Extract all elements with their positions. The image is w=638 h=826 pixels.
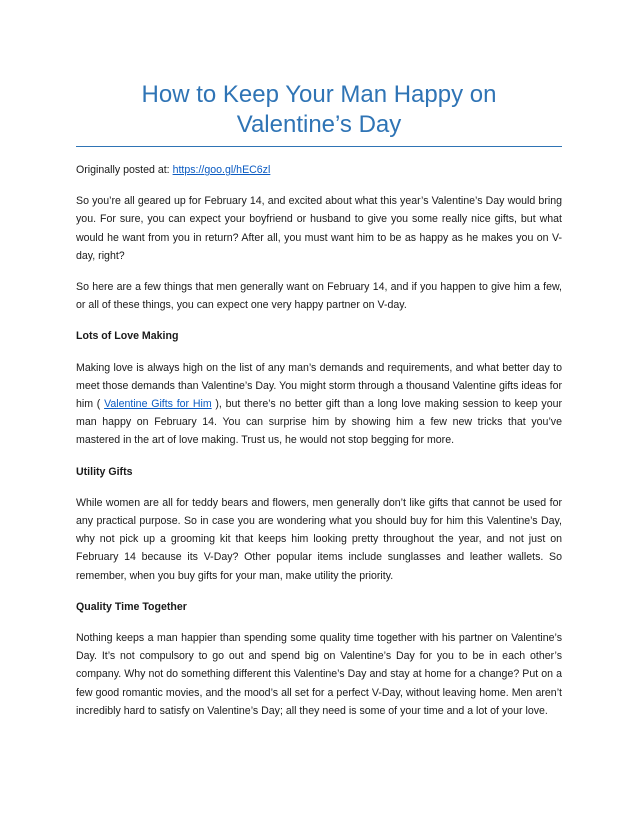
intro-paragraph-2: So here are a few things that men generally want on February 14, and if you happen to give him a few, or all of these things, you can expect one very happy partner on V-day. bbox=[76, 281, 562, 312]
section-paragraph-love bbox=[76, 359, 562, 450]
section-1-text-after: ), but there’s no better gift than a long love making session to keep your man happy on February 14. You can surprise him by showing him a few new tricks that you’ve mastered in the art of love making. Trust us, he would not stop begging for more. bbox=[76, 398, 563, 447]
posted-prefix: Originally posted at: bbox=[76, 164, 173, 176]
gifts-link[interactable]: Valentine Gifts for Him bbox=[104, 398, 212, 411]
title-line-2: Valentine’s Day bbox=[236, 111, 402, 138]
intro-paragraph-1: So you’re all geared up for February 14, and excited about what this year’s Valentine’s Day would bring you. For sure, you can expect your boyfriend or husband to give you some really nice gifts, but what would he want from you in return? After all, you must want him to be as happy as he makes you on V-day, right? bbox=[76, 195, 562, 262]
section-heading-love: Lots of Love Making bbox=[76, 330, 179, 343]
document-title bbox=[76, 80, 562, 140]
posted-line bbox=[76, 161, 562, 179]
section-paragraph-utility: While women are all for teddy bears and flowers, men generally don’t like gifts that cannot be used for any practical purpose. So in case you are wondering what you should buy for him this Valentine’s Day, why not pick up a grooming kit that keeps him looking pretty throughout the year, and not just on February 14 because its V-Day? Other popular items include sunglasses and leather wallets. So remember, when you buy gifts for your man, make utility the priority. bbox=[76, 496, 562, 582]
title-divider bbox=[76, 146, 562, 147]
section-1-text-before: Making love is always high on the list of any man’s demands and requirements, and what better day to meet those demands than Valentine’s Day. You might storm through a thousand Valentine gifts ideas for him ( bbox=[76, 361, 562, 411]
section-heading-quality-time: Quality Time Together bbox=[76, 600, 187, 613]
title-line-1: How to Keep Your Man Happy on bbox=[141, 81, 497, 108]
section-heading-utility: Utility Gifts bbox=[76, 465, 133, 478]
section-paragraph-quality-time: Nothing keeps a man happier than spending some quality time together with his partner on Valentine’s Day. It’s not compulsory to go out and spend big on Valentine’s Day for you to be in each other’s company. Why not do something different this Valentine’s Day and stay at home for a change? Put on a few good romantic movies, and the mood’s all set for a perfect V-Day, without leaving home. Men aren’t incredibly hard to satisfy on Valentine’s Day; all they need is some of your time and a lot of your love. bbox=[76, 632, 562, 717]
source-link[interactable]: https://goo.gl/hEC6zl bbox=[172, 164, 271, 176]
